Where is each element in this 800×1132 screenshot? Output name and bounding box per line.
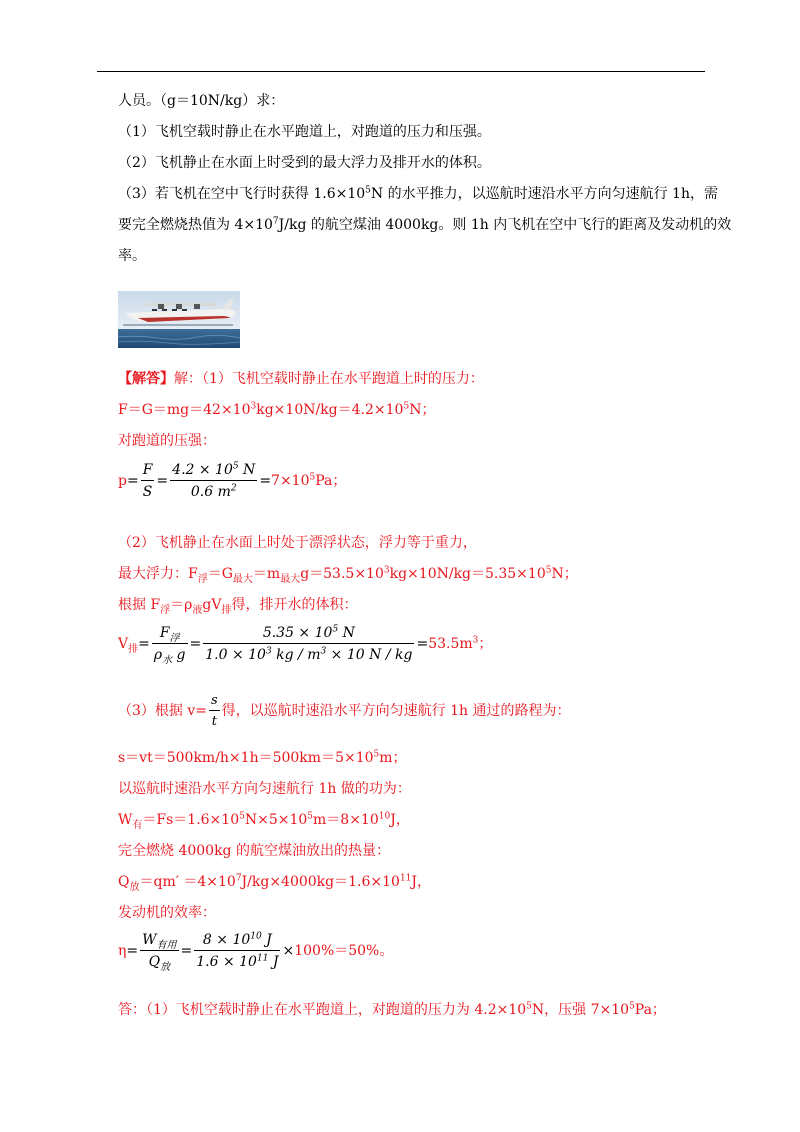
solution-max-buoyancy: 最大浮力：$F_浮=G_{最大}=m_{最大}g=53.5\times 10^3kg\times 10N/kg=5.35\times 10^5N$； <box>118 565 578 585</box>
problem-question-3-end: 率。 <box>118 248 146 264</box>
problem-question-3: （3）若飞机在空中飞行时获得 $1.6\times 10^5N$ 的水平推力，以巡航时速沿水平方向匀速航行 1h，需 <box>118 185 718 202</box>
problem-question-1: （1）飞机空载时静止在水平跑道上，对跑道的压力和压强。 <box>118 124 491 140</box>
solution-work: $W_有=Fs=1.6\times 10^5N\times 5\times 10^5m=8\times 10^{10}J$， <box>118 811 410 831</box>
problem-line-0: 人员。（g＝10N/kg）求： <box>118 93 285 109</box>
answer-line: 答：（1）飞机空载时静止在水平跑道上，对跑道的压力为 $4.2\times 10^5N$，压强 $7\times 10^5Pa$； <box>118 1001 666 1018</box>
efficiency-formula: η= $\frac{W_{有用}}{Q_放}$ = $\frac{8 \times 10^{10} J}{1.6 \times 10^{11} J}$ ×100%＝50%。 <box>118 931 394 973</box>
problem-question-3-cont: 要完全燃烧热值为 $4\times 10^7J/kg$ 的航空煤油 4000kg。则 1h 内飞机在空中飞行的距离及发动机的效 <box>118 216 732 233</box>
volume-formula: $V_排=$ $\frac{F_浮}{\rho_水 g}$ = $\frac{5.35 \times 10^5 N}{1.0 \times 10^3 kg / m^3 \times 10 N / kg}$ $=53.5m^3$； <box>118 624 493 666</box>
pressure-formula: p= $\frac{F}{S}$ = $\frac{4.2 \times 10^5 N}{0.6 m^2}$ $=7\times 10^5Pa$； <box>118 461 347 500</box>
seaplane-photo <box>118 291 240 348</box>
solution-intro: 【解答】解：（1）飞机空载时静止在水平跑道上时的压力： <box>118 371 484 387</box>
solution-distance: $s=vt=500km/h\times 1h=500km=5\times 10^5m$； <box>118 749 407 766</box>
header-rule <box>97 71 705 72</box>
solution-heat-label: 完全燃烧 4000kg 的航空煤油放出的热量： <box>118 843 390 859</box>
solution-pressure-label: 对跑道的压强： <box>118 433 216 449</box>
solution-volume-label: 根据 $F_浮=\rho_液gV_排$得，排开水的体积： <box>118 597 358 616</box>
solution-force: $F=G=mg=42\times 10^3kg\times 10N/kg=4.2\times 10^5N$； <box>118 401 436 418</box>
solution-efficiency-label: 发动机的效率： <box>118 905 216 921</box>
problem-question-2: （2）飞机静止在水面上时受到的最大浮力及排开水的体积。 <box>118 155 491 171</box>
solution-part2-intro: （2）飞机静止在水面上时处于漂浮状态，浮力等于重力， <box>118 535 477 551</box>
solution-work-label: 以巡航时速沿水平方向匀速航行 1h 做的功为： <box>118 781 411 797</box>
solution-heat: $Q_放=qm' =4\times 10^7J/kg\times 4000kg=1.6\times 10^{11}J$， <box>118 873 432 893</box>
solution-part3-intro: （3）根据 v= $\frac{s}{t}$ 得，以巡航时速沿水平方向匀速航行 1h 通过的路程为： <box>118 693 571 729</box>
